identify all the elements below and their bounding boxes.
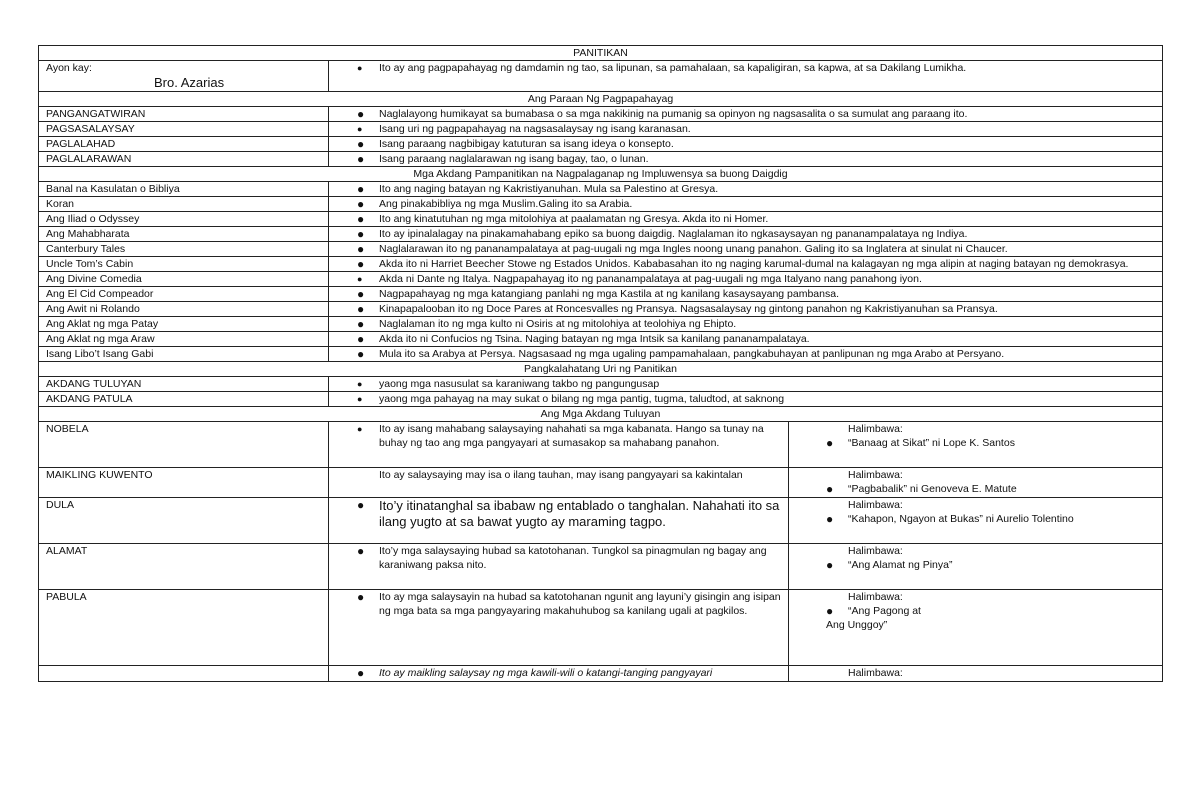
table-row [39, 544, 1163, 590]
desc-cell: ● Kinapapalooban ito ng Doce Pares at Roncesvalles ng Pransya. Nagsasalaysay ng gintong panahon ng Kakristiyanuhan sa Pransya. [329, 302, 1163, 317]
desc-cell: Ito ay salaysaying may isa o ilang tauhan, may isang pangyayari sa kakintalan [329, 468, 789, 498]
table-row [39, 498, 1163, 544]
bullet-icon: ● [357, 394, 363, 404]
example-cell: Halimbawa: ● “Ang Pagong at Ang Unggoy” [789, 590, 1163, 666]
bullet-icon: ● [357, 498, 365, 512]
term-cell: Uncle Tom’s Cabin [39, 257, 329, 272]
bullet-icon: ● [357, 590, 365, 604]
desc-cell: ● Akda ito ni Confucios ng Tsina. Naging batayan ng mga Intsik sa kanilang pananampalataya. [329, 332, 1163, 347]
term-cell: PABULA [39, 590, 329, 666]
desc-cell: ● Naglalayong humikayat sa bumabasa o sa mga nakikinig na pumanig sa opinyon ng nagsasalita o sa sumulat ang paraang ito. [329, 107, 1163, 122]
term-cell: Ang Iliad o Odyssey [39, 212, 329, 227]
table-row [39, 377, 1163, 392]
desc-cell: ● Isang uri ng pagpapahayag na nagsasalaysay ng isang karanasan. [329, 122, 1163, 137]
term-cell: Ang El Cid Compeador [39, 287, 329, 302]
bullet-icon: ● [357, 424, 363, 434]
term-cell: AKDANG TULUYAN [39, 377, 329, 392]
table-row [39, 590, 1163, 666]
table-row [39, 152, 1163, 167]
intro-row [39, 61, 1163, 92]
bullet-icon: ● [357, 227, 365, 241]
desc-cell: ● Mula ito sa Arabya at Persya. Nagsasaad ng mga ugaling pampamahalaan, pangkabuhayan at panlipunan ng mga Arabo at Persyano. [329, 347, 1163, 362]
bullet-icon: ● [357, 347, 365, 361]
section-akda-header: Mga Akdang Pampanitikan na Nagpalaganap ng Impluwensya sa buong Daigdig [39, 167, 1163, 182]
desc-cell: ● Ito ang naging batayan ng Kakristiyanuhan. Mula sa Palestino at Gresya. [329, 182, 1163, 197]
section-uri-header: Pangkalahatang Uri ng Panitikan [39, 362, 1163, 377]
desc-cell: ● Ito ay mga salaysayin na hubad sa katotohanan ngunit ang layuni’y gisingin ang isipan ng mga bata sa mga pangyayaring makahuhubog sa kanilang ugali at pagkilos. [329, 590, 789, 666]
bullet-icon: ● [357, 302, 365, 316]
bullet-icon: ● [357, 182, 365, 196]
bullet-icon: ● [357, 332, 365, 346]
term-cell: Isang Libo’t Isang Gabi [39, 347, 329, 362]
desc-cell: ● Ito ay maikling salaysay ng mga kawili-wili o katangi-tanging pangyayari [329, 666, 789, 682]
table-row [39, 182, 1163, 197]
example-cell: Halimbawa: ● “Banaag at Sikat” ni Lope K. Santos [789, 422, 1163, 468]
bullet-icon: ● [357, 63, 363, 73]
intro-author: Bro. Azarias [154, 75, 225, 90]
term-cell: NOBELA [39, 422, 329, 468]
desc-cell: ● Naglalarawan ito ng pananampalataya at pag-uugali ng mga Ingles noong unang panahon. Galing ito sa Inglatera at sinulat ni Chaucer. [329, 242, 1163, 257]
table-row [39, 332, 1163, 347]
table-row [39, 392, 1163, 407]
term-cell: Ang Aklat ng mga Araw [39, 332, 329, 347]
desc-cell: ● Ito’y itinatanghal sa ibabaw ng entablado o tanghalan. Nahahati ito sa ilang yugto at sa bawat yugto ay maraming tagpo. [329, 498, 789, 544]
bullet-icon: ● [826, 436, 834, 450]
table-row [39, 242, 1163, 257]
bullet-icon: ● [357, 544, 365, 558]
table-row [39, 107, 1163, 122]
desc-cell: ● Nagpapahayag ng mga katangiang panlahi ng mga Kastila at ng kanilang kasaysayang pambansa. [329, 287, 1163, 302]
bullet-icon: ● [357, 317, 365, 331]
bullet-icon: ● [357, 274, 363, 284]
desc-cell: ● Ito ang kinatutuhan ng mga mitolohiya at paalamatan ng Gresya. Akda ito ni Homer. [329, 212, 1163, 227]
table-row [39, 212, 1163, 227]
table-row [39, 302, 1163, 317]
bullet-icon: ● [357, 152, 365, 166]
bullet-icon: ● [357, 242, 365, 256]
table-row [39, 666, 1163, 682]
bullet-icon: ● [826, 512, 834, 526]
table-row [39, 422, 1163, 468]
table-row [39, 122, 1163, 137]
intro-definition: ● Ito ay ang pagpapahayag ng damdamin ng tao, sa lipunan, sa pamahalaan, sa kapaligiran, sa kapwa, at sa Dakilang Lumikha. [329, 61, 1163, 92]
document-page [38, 45, 1162, 682]
term-cell: Canterbury Tales [39, 242, 329, 257]
desc-cell: ● Akda ni Dante ng Italya. Nagpapahayag ito ng pananampalataya at pag-uugali ng mga Italyano nang panahong iyon. [329, 272, 1163, 287]
term-cell: Ang Awit ni Rolando [39, 302, 329, 317]
table-row [39, 272, 1163, 287]
example-cell: Halimbawa: ● “Pagbabalik” ni Genoveva E. Matute [789, 468, 1163, 498]
bullet-icon: ● [357, 197, 365, 211]
term-cell: Ang Mahabharata [39, 227, 329, 242]
desc-cell: ● yaong mga nasusulat sa karaniwang takbo ng pangungusap [329, 377, 1163, 392]
desc-cell: ● Naglalaman ito ng mga kulto ni Osiris at ng mitolohiya at teolohiya ng Ehipto. [329, 317, 1163, 332]
table-title: PANITIKAN [39, 46, 1163, 61]
bullet-icon: ● [357, 124, 363, 134]
table-row [39, 227, 1163, 242]
bullet-icon: ● [357, 257, 365, 271]
intro-label-cell [39, 61, 329, 92]
bullet-icon: ● [357, 212, 365, 226]
desc-cell: ● Akda ito ni Harriet Beecher Stowe ng Estados Unidos. Kababasahan ito ng naging karumal-dumal na kalagayan ng mga alipin at naging batayan ng demokrasya. [329, 257, 1163, 272]
desc-cell: ● Isang paraang naglalarawan ng isang bagay, tao, o lunan. [329, 152, 1163, 167]
bullet-icon: ● [357, 137, 365, 151]
bullet-icon: ● [357, 379, 363, 389]
table-row [39, 468, 1163, 498]
term-cell: MAIKLING KUWENTO [39, 468, 329, 498]
desc-cell: ● yaong mga pahayag na may sukat o bilang ng mga pantig, tugma, taludtod, at saknong [329, 392, 1163, 407]
example-cell: Halimbawa: [789, 666, 1163, 682]
term-cell: Banal na Kasulatan o Bibliya [39, 182, 329, 197]
term-cell: PAGLALARAWAN [39, 152, 329, 167]
term-cell: AKDANG PATULA [39, 392, 329, 407]
intro-label: Ayon kay: [46, 62, 92, 74]
panitikan-table [38, 45, 1163, 682]
term-cell: PAGSASALAYSAY [39, 122, 329, 137]
table-row [39, 257, 1163, 272]
table-row [39, 137, 1163, 152]
term-cell [39, 666, 329, 682]
desc-cell: ● Ang pinakabibliya ng mga Muslim.Galing ito sa Arabia. [329, 197, 1163, 212]
term-cell: ALAMAT [39, 544, 329, 590]
bullet-icon: ● [826, 604, 834, 618]
bullet-icon: ● [357, 287, 365, 301]
term-cell: Ang Divine Comedia [39, 272, 329, 287]
bullet-icon: ● [357, 107, 365, 121]
example-cell: Halimbawa: ● “Ang Alamat ng Pinya” [789, 544, 1163, 590]
term-cell: DULA [39, 498, 329, 544]
table-row [39, 347, 1163, 362]
term-cell: Ang Aklat ng mga Patay [39, 317, 329, 332]
desc-cell: ● Ito’y mga salaysaying hubad sa katotohanan. Tungkol sa pinagmulan ng bagay ang karaniwang paksa nito. [329, 544, 789, 590]
bullet-icon: ● [357, 666, 365, 680]
bullet-icon: ● [826, 482, 834, 496]
table-row [39, 317, 1163, 332]
desc-cell: ● Ito ay ipinalalagay na pinakamahabang epiko sa buong daigdig. Naglalaman ito ngkasaysayan ng pananampalataya ng Indiya. [329, 227, 1163, 242]
section-tuluyan-header: Ang Mga Akdang Tuluyan [39, 407, 1163, 422]
example-cell: Halimbawa: ● “Kahapon, Ngayon at Bukas” ni Aurelio Tolentino [789, 498, 1163, 544]
term-cell: PANGANGATWIRAN [39, 107, 329, 122]
table-row [39, 287, 1163, 302]
section-paraan-header: Ang Paraan Ng Pagpapahayag [39, 92, 1163, 107]
term-cell: PAGLALAHAD [39, 137, 329, 152]
desc-cell: ● Isang paraang nagbibigay katuturan sa isang ideya o konsepto. [329, 137, 1163, 152]
term-cell: Koran [39, 197, 329, 212]
bullet-icon: ● [826, 558, 834, 572]
table-row [39, 197, 1163, 212]
desc-cell: ● Ito ay isang mahabang salaysaying nahahati sa mga kabanata. Hango sa tunay na buhay ng tao ang mga pangyayari at sumasakop sa mahabang panahon. [329, 422, 789, 468]
